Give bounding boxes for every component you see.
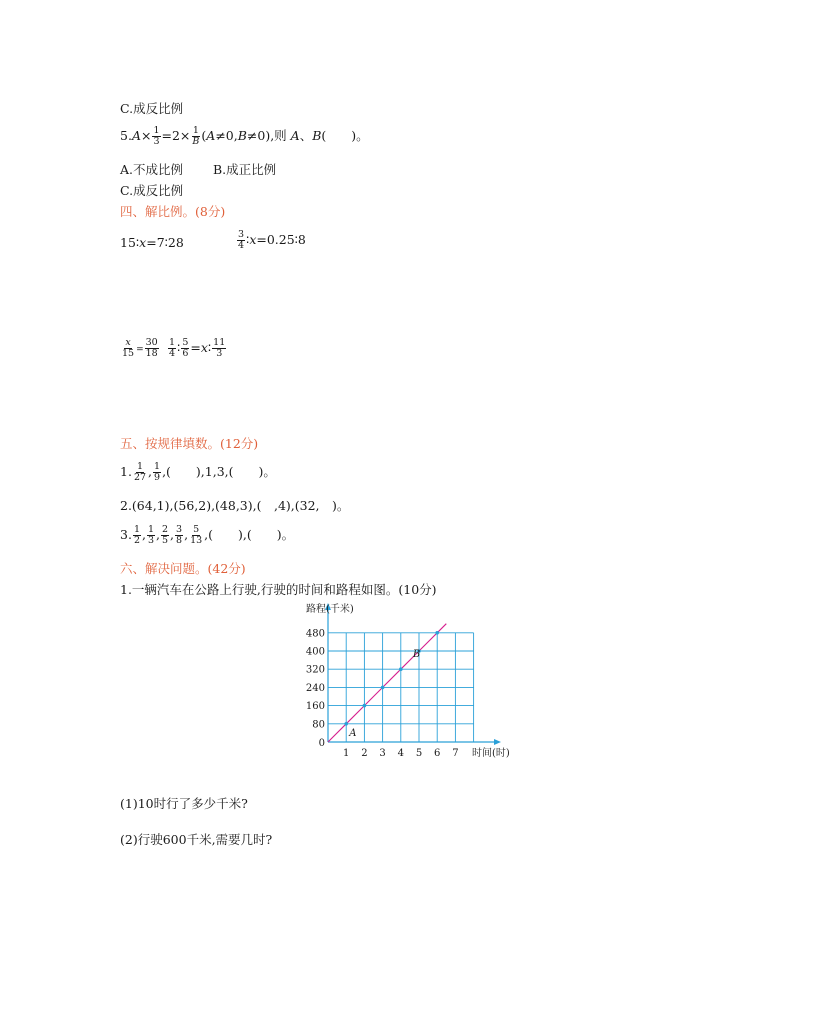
distance-time-chart: [290, 600, 530, 768]
chart-grid: [328, 633, 474, 742]
sequence-3: 3. $\frac{1}{2}$ , $\frac{1}{3}$ , $\frac{2}{5}$ , $\frac{3}{8}$ , $\frac{5}{13}$ ,( ),( )。: [120, 524, 295, 546]
q5-fraction-2: $\frac{1}{B}$: [192, 125, 200, 147]
sub-question-2: (2)行驶600千米,需要几时?: [120, 832, 273, 847]
chart-labels: [306, 602, 510, 759]
q5-option-a: A.不成比例: [120, 162, 184, 177]
x-tick-label: 3: [379, 748, 386, 759]
data-point: [381, 686, 385, 690]
x-axis-title: 时间(时): [472, 748, 510, 759]
y-tick-label: 320: [305, 664, 325, 676]
point-annotation-b: B: [412, 649, 421, 661]
section-4-heading: 四、解比例。(8分): [120, 204, 226, 219]
q5-question: 5.A× $\frac{1}{3}$ =2× $\frac{1}{B}$ (A≠0,B≠0),则 A、B( )。: [120, 125, 369, 147]
proportion-3: $\frac{x}{15}$ = $\frac{30}{18}$: [122, 337, 158, 359]
y-tick-label: 80: [312, 719, 325, 731]
proportion-4: $\frac{1}{4}$ ∶ $\frac{5}{6}$ =x∶ $\frac{11}{3}$: [169, 337, 226, 359]
q5-options-ab: [120, 162, 276, 178]
x-tick-label: 1: [343, 748, 350, 759]
q4-option-c: C.成反比例: [120, 101, 184, 116]
data-point: [399, 667, 403, 671]
q5-option-b: B.成正比例: [212, 162, 277, 177]
answer-blank: ( )。: [321, 128, 369, 143]
q5-fraction-1: $\frac{1}{3}$: [153, 125, 160, 147]
y-tick-label: 480: [305, 628, 325, 640]
q5-equals: =2×: [161, 128, 191, 143]
q5-option-c: C.成反比例: [120, 183, 184, 198]
origin-label: 0: [318, 738, 325, 749]
x-axis-arrow: [494, 739, 501, 745]
problem-1: 1.一辆汽车在公路上行驶,行驶的时间和路程如图。(10分): [120, 582, 437, 597]
sequence-2: 2.(64,1),(56,2),(48,3),( ,4),(32, )。: [120, 498, 350, 513]
x-tick-label: 4: [397, 748, 404, 759]
section-5-heading: 五、按规律填数。(12分): [120, 436, 259, 451]
y-tick-label: 240: [305, 682, 325, 694]
x-tick-label: 5: [415, 748, 423, 759]
sequence-1: 1. $\frac{1}{27}$ , $\frac{1}{9}$ ,( ),1,3,( )。: [120, 461, 276, 483]
data-point: [344, 722, 348, 726]
data-point: [435, 631, 439, 635]
q5-number: 5.: [120, 128, 132, 143]
q5-var-a: A: [131, 128, 141, 143]
y-tick-label: 160: [305, 701, 325, 713]
y-axis-title: 路程(千米): [306, 604, 354, 615]
proportion-1: 15∶x=7∶28: [120, 235, 184, 250]
sub-question-1: (1)10时行了多少千米?: [120, 796, 248, 811]
x-tick-label: 7: [452, 748, 459, 759]
x-tick-label: 6: [434, 748, 441, 759]
x-tick-label: 2: [361, 748, 368, 759]
data-point: [363, 704, 367, 708]
q5-times: ×: [140, 128, 152, 143]
chart-series: [328, 624, 446, 742]
section-6-heading: 六、解决问题。(42分): [120, 561, 246, 576]
y-tick-label: 400: [305, 646, 325, 658]
proportion-2: $\frac{3}{4}$ ∶x=0.25∶8: [238, 229, 306, 251]
point-annotation-a: A: [349, 727, 357, 739]
